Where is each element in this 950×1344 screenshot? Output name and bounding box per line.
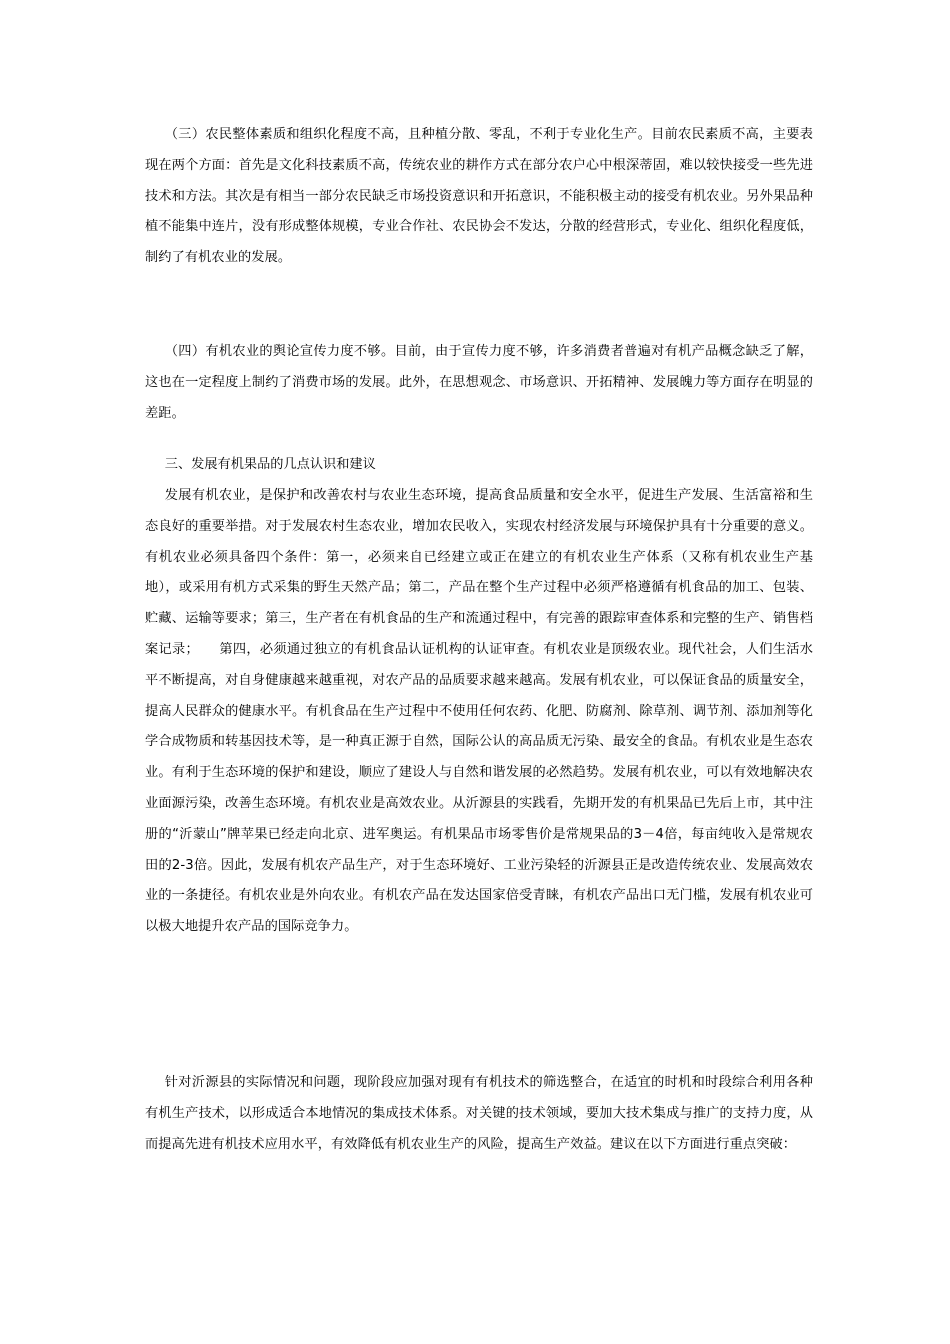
paragraph-recommendations: 针对沂源县的实际情况和问题，现阶段应加强对现有有机技术的筛选整合，在适宜的时机和时段综合利用各种有机生产技术，以形成适合本地情况的集成技术体系。对关键的技术领域，要加大技术集成与推广的支持力度，从而提高先进有机技术应用水平，有效降低有机农业生产的风险，提高生产效益。建议在以下方面进行重点突破： <box>145 1075 813 1152</box>
paragraph-organic-agriculture: 发展有机农业，是保护和改善农村与农业生态环境，提高食品质量和安全水平，促进生产发展、生活富裕和生态良好的重要举措。对于发展农村生态农业，增加农民收入，实现农村经济发展与环境保护具有十分重要的意义。有机农业必须具备四个条件：第一，必须来自已经建立或正在建立的有机农业生产体系（又称有机农业生产基地），或采用有机方式采集的野生天然产品；第二，产品在整个生产过程中必须严格遵循有机食品的加工、包装、贮藏、运输等要求；第三，生产者在有机食品的生产和流通过程中，有完善的跟踪审查体系和完整的生产、销售档案记录； 第四，必须通过独立的有机食品认证机构的认证审查。有机农业是顶级农业。现代社会，人们生活水平不断提高，对自身健康越来越重视，对农产品的品质要求越来越高。发展有机农业，可以保证食品的质量安全，提高人民群众的健康水平。有机食品在生产过程中不使用任何农药、化肥、防腐剂、除草剂、调节剂、添加剂等化学合成物质和转基因技术等，是一种真正源于自然，国际公认的高品质无污染、最安全的食品。有机农业是生态农业。有利于生态环境的保护和建设，顺应了建设人与自然和谐发展的必然趋势。发展有机农业，可以有效地解决农业面源污染，改善生态环境。有机农业是高效农业。从沂源县的实践看，先期开发的有机果品已先后上市，其中注册的“沂蒙山”牌苹果已经走向北京、进军奥运。有机果品市场零售价是常规果品的3－4倍，每亩纯收入是常规农田的2-3倍。因此，发展有机农产品生产，对于生态环境好、工业污染轻的沂源县正是改造传统农业、发展高效农业的一条捷径。有机农业是外向农业。有机农产品在发达国家倍受青睐，有机农产品出口无门槛，发展有机农业可以极大地提升农产品的国际竞争力。 <box>145 488 813 935</box>
paragraph-farmer-quality: （三）农民整体素质和组织化程度不高，且种植分散、零乱，不利于专业化生产。目前农民素质不高，主要表现在两个方面：首先是文化科技素质不高，传统农业的耕作方式在部分农户心中根深蒂固，难以较快接受一些先进技术和方法。其次是有相当一部分农民缺乏市场投资意识和开拓意识，不能积极主动的接受有机农业。另外果品种植不能集中连片，没有形成整体规模，专业合作社、农民协会不发达，分散的经营形式，专业化、组织化程度低，制约了有机农业的发展。 <box>145 127 813 266</box>
paragraph-publicity: （四）有机农业的舆论宣传力度不够。目前，由于宣传力度不够，许多消费者普遍对有机产品概念缺乏了解，这也在一定程度上制约了消费市场的发展。此外，在思想观念、市场意识、开拓精神、发展魄力等方面存在明显的差距。 <box>145 344 813 421</box>
section-heading: 三、发展有机果品的几点认识和建议 <box>164 457 376 472</box>
